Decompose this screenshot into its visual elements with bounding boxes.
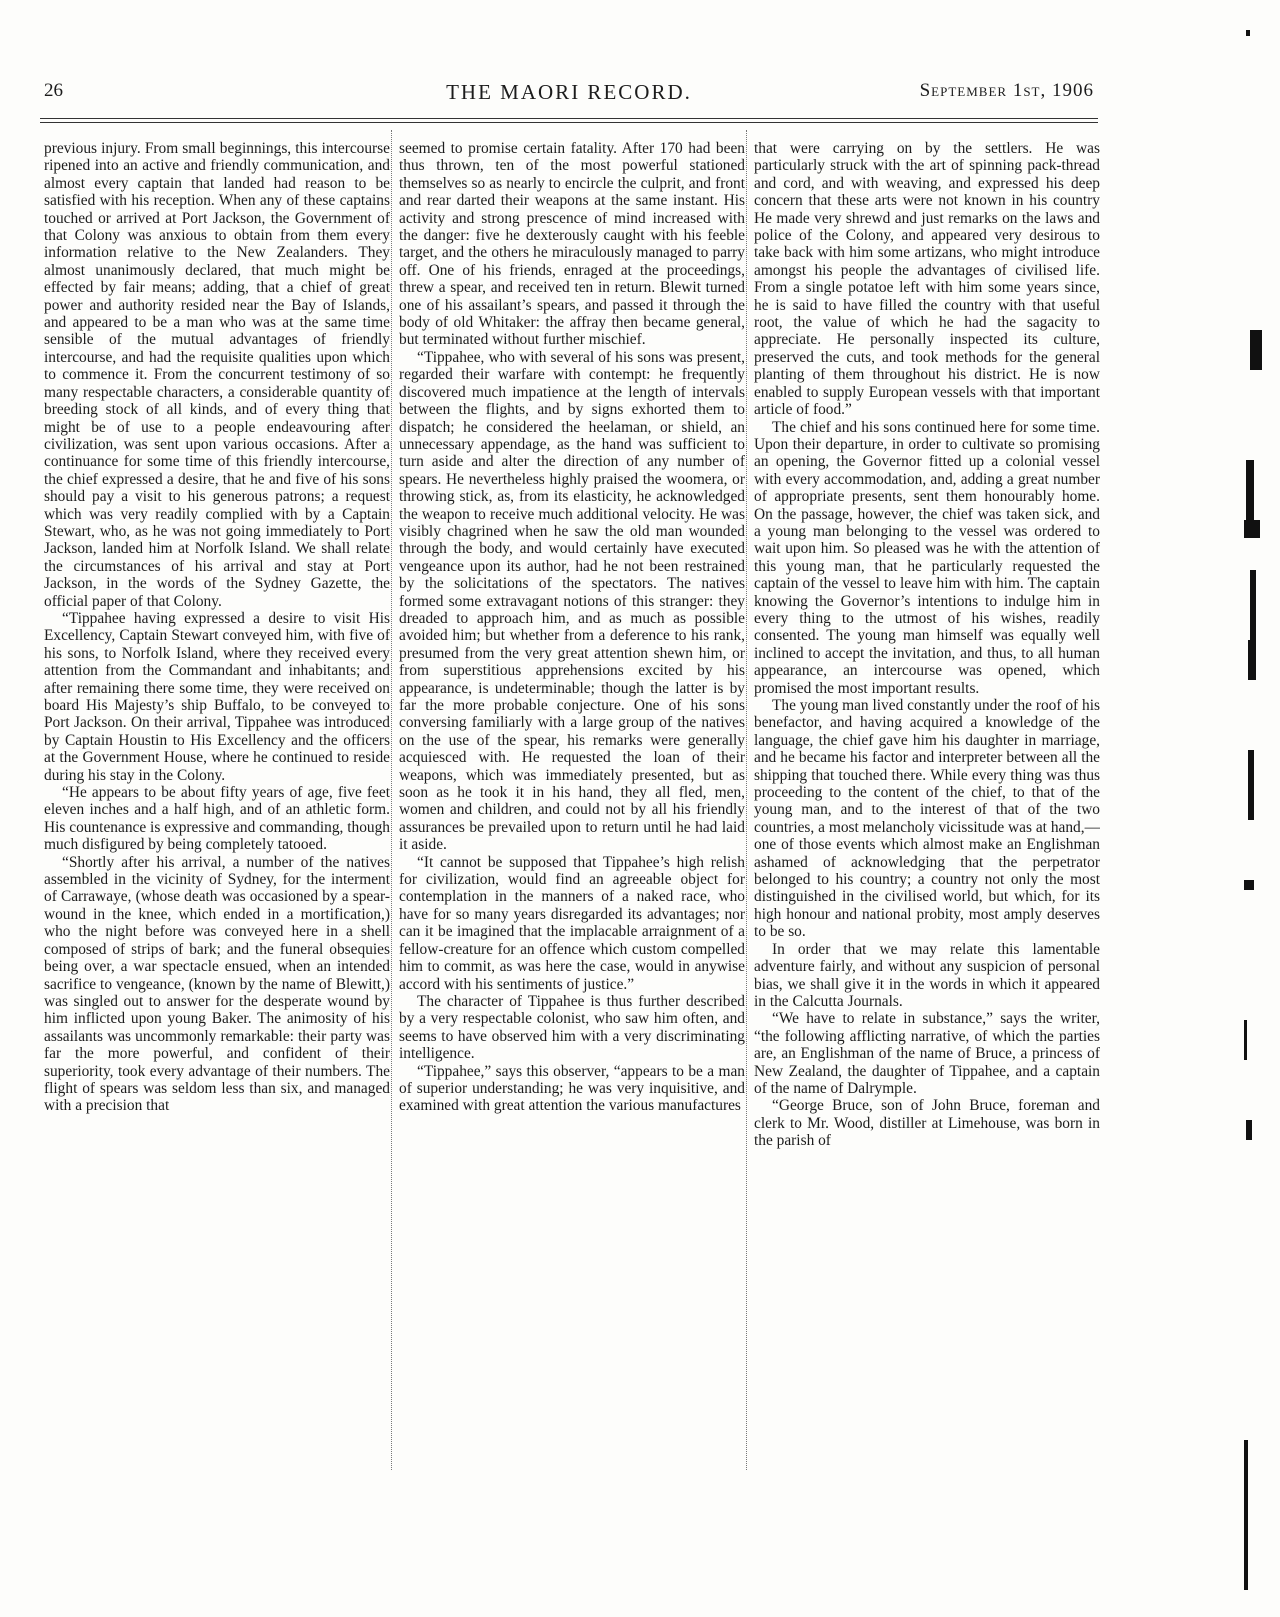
column-separator <box>391 130 392 1470</box>
scan-speck <box>1246 30 1250 36</box>
paragraph: “Tippahee,” says this observer, “appears to be a man of superior understanding; he was very inquisitive, and examined with great attention the various manufactures <box>399 1062 745 1115</box>
paragraph: previous injury. From small beginnings, this intercourse ripened into an active and friendly communication, and almost every captain that landed had reason to be satisfied with his reception. When any of these captains touched or arrived at Port Jackson, the Government of that Colony was anxious to obtain from them every information relative to the New Zealanders. They almost unanimously declared, that much might be effected by fair means; adding, that a chief of great power and authority resided near the Bay of Islands, and appeared to be a man who was at the same time sensible of the mutual advantages of friendly intercourse, and had the requisite qualities upon which to commence it. From the concurrent testimony of so many respectable characters, a considerable quantity of breeding stock of all kinds, and of every thing that might be of use to a people endeavouring after civilization, was sent upon various occasions. After a continuance for some time of this friendly intercourse, the chief expressed a desire, that he and five of his sons should pay a visit to his generous patrons; a request which was very readily complied with by a Captain Stewart, who, as he was not going immediately to Port Jackson, landed him at Norfolk Island. We shall relate the circumstances of his arrival and stay at Port Jackson, in the words of the Sydney Gazette, the official paper of that Colony. <box>44 140 390 610</box>
scan-speck <box>1248 750 1254 820</box>
scan-speck <box>1250 570 1256 650</box>
paragraph: The character of Tippahee is thus further described by a very respectable colonist, who saw him often, and seems to have observed him with a very discriminating intelligence. <box>399 992 745 1063</box>
paragraph: In order that we may relate this lamentable adventure fairly, and without any suspicion of personal bias, we shall give it in the words in which it appeared in the Calcutta Journals. <box>754 940 1100 1010</box>
paragraph: “Tippahee, who with several of his sons was present, regarded their warfare with contempt: he frequently discovered much impatience at the length of intervals between the flights, and by signs exhorted them to dispatch; he considered the heelaman, or shield, an unnecessary appendage, as the hand was sufficient to turn aside and alter the direction of any number of spears. He nevertheless highly praised the woomera, or throwing stick, as, from its elasticity, he acknowledged the weapon to receive much additional velocity. He was visibly chagrined when he saw the old man wounded through the body, and would certainly have executed vengeance upon its author, had he not been restrained by the solicitations of the spectators. The natives formed some extravagant notions of this stranger: they dreaded to approach him, and as much as possible avoided him; but whether from a deference to his rank, presumed from the very great attention shewn him, or from superstitious apprehensions excited by his appearance, is undeterminable; though the latter is by far the more probable conjecture. One of his sons conversing familiarly with a large group of the natives on the use of the spear, his remarks were generally acquiesced with. He requested the loan of their weapons, which was immediately presented, but as soon as he took it in his hand, they all fled, men, women and children, and could not by all his friendly assurances be prevailed upon to return until he had laid it aside. <box>399 348 745 854</box>
text-column-3 <box>754 140 1100 1600</box>
paragraph: “We have to relate in substance,” says the writer, “the following afflicting narrative, of which the parties are, an Englishman of the name of Bruce, a princess of New Zealand, the daughter of Tippahee, and a captain of the name of Dalrymple. <box>754 1010 1100 1097</box>
issue-date: September 1st, 1906 <box>919 80 1094 101</box>
paragraph: “George Bruce, son of John Bruce, foreman and clerk to Mr. Wood, distiller at Limehouse, was born in the parish of <box>754 1097 1100 1150</box>
scan-speck <box>1246 1120 1252 1140</box>
text-column-2 <box>399 140 745 1600</box>
scan-speck <box>1246 460 1254 520</box>
scan-speck <box>1244 880 1254 890</box>
scan-speck <box>1244 520 1260 538</box>
header-rule-bottom <box>40 122 1098 123</box>
scan-edge-artifacts <box>1200 0 1280 1617</box>
paragraph: “He appears to be about fifty years of age, five feet eleven inches and a half high, and of an athletic form. His countenance is expressive and commanding, though much disfigured by being completely tatooed. <box>44 784 390 854</box>
column-separator <box>746 130 747 1470</box>
paragraph: “Tippahee having expressed a desire to visit His Excellency, Captain Stewart conveyed him, with five of his sons, to Norfolk Island, where they received every attention from the Commandant and inhabitants; and after remaining there some time, they were received on board His Majesty’s ship Buffalo, to be conveyed to Port Jackson. On their arrival, Tippahee was introduced by Captain Houstin to His Excellency and the officers at the Government House, where he continued to reside during his stay in the Colony. <box>44 609 390 784</box>
scan-speck <box>1250 330 1262 370</box>
paragraph: “Shortly after his arrival, a number of the natives assembled in the vicinity of Sydney, for the interment of Carrawaye, (whose death was occasioned by a spear-wound in the knee, which ended in a mortification,) who the night before was conveyed here in a shell composed of strips of bark; and the funeral obsequies being over, a war spectacle ensued, when an intended sacrifice to vengeance, (known by the name of Blewitt,) was singled out to answer for the desperate wound by him inflicted upon young Baker. The animosity of his assailants was uncommonly remarkable: their party was far the more powerful, and confident of their superiority, took every advantage of their numbers. The flight of spears was seldom less than six, and managed with a precision that <box>44 853 390 1115</box>
paragraph: The young man lived constantly under the roof of his benefactor, and having acquired a knowledge of the language, the chief gave him his daughter in marriage, and he became his factor and interpreter between all the shipping that touched there. While every thing was thus proceeding to the content of the chief, to that of the young man, and to the interest of that of the two countries, a most melancholy vicissitude was at hand,—one of those events which almost make an Englishman ashamed of acknowledging that the perpetrator belonged to his country; a country not only the most distinguished in the civilised world, but which, for its high honour and national probity, most amply deserves to be so. <box>754 697 1100 941</box>
publication-title: THE MAORI RECORD. <box>446 80 692 104</box>
paragraph: The chief and his sons continued here for some time. Upon their departure, in order to cultivate so promising an opening, the Governor fitted up a colonial vessel with every accommodation, and, adding a great number of appropriate presents, sent them honourably home. On the passage, however, the chief was taken sick, and a young man belonging to the vessel was ordered to wait upon him. So pleased was he with the attention of this young man, that he particularly requested the captain of the vessel to leave him with him. The captain knowing the Governor’s intentions to indulge him in every thing to the utmost of his wishes, readily consented. The young man himself was equally well inclined to accept the invitation, and thus, to all human appearance, an intercourse was opened, which promised the most important results. <box>754 418 1100 697</box>
header-rule-top <box>40 118 1098 119</box>
scan-speck <box>1244 1020 1247 1060</box>
page-number: 26 <box>44 80 63 101</box>
paragraph: seemed to promise certain fatality. After 170 had been thus thrown, ten of the most powerful stationed themselves so as nearly to encircle the culprit, and front and rear darted their weapons at the same instant. His activity and strong prescence of mind increased with the danger: five he dexterously caught with his feeble target, and the others he miraculously managed to parry off. One of his friends, enraged at the proceedings, threw a spear, and received ten in return. Blewit turned one of his assailant’s spears, and passed it through the body of old Whitaker: the affray then became general, but terminated without further mischief. <box>399 140 745 349</box>
scan-speck <box>1248 640 1256 680</box>
text-column-1 <box>44 140 390 1600</box>
paragraph: that were carrying on by the settlers. He was particularly struck with the art of spinning pack-thread and cord, and with weaving, and expressed his deep concern that these arts were not known in his country He made very shrewd and just remarks on the laws and police of the Colony, and appeared very desirous to take back with him some artizans, who might introduce amongst his people the advantages of civilised life. From a single potatoe left with him some years since, he is said to have filled the country with that useful root, the value of which he had the sagacity to appreciate. He personally inspected its culture, preserved the cuts, and took methods for the general planting of them throughout his district. He is now enabled to supply European vessels with that important article of food.” <box>754 140 1100 419</box>
scan-speck <box>1244 1440 1248 1590</box>
page-header <box>44 80 1094 110</box>
paragraph: “It cannot be supposed that Tippahee’s high relish for civilization, would find an agreeable object for contemplation in the manners of a naked race, who have for so many years disregarded its advantages; nor can it be imagined that the implacable arraignment of a fellow-creature for an offence which custom compelled him to commit, as was here the case, would in anywise accord with his sentiments of justice.” <box>399 853 745 993</box>
